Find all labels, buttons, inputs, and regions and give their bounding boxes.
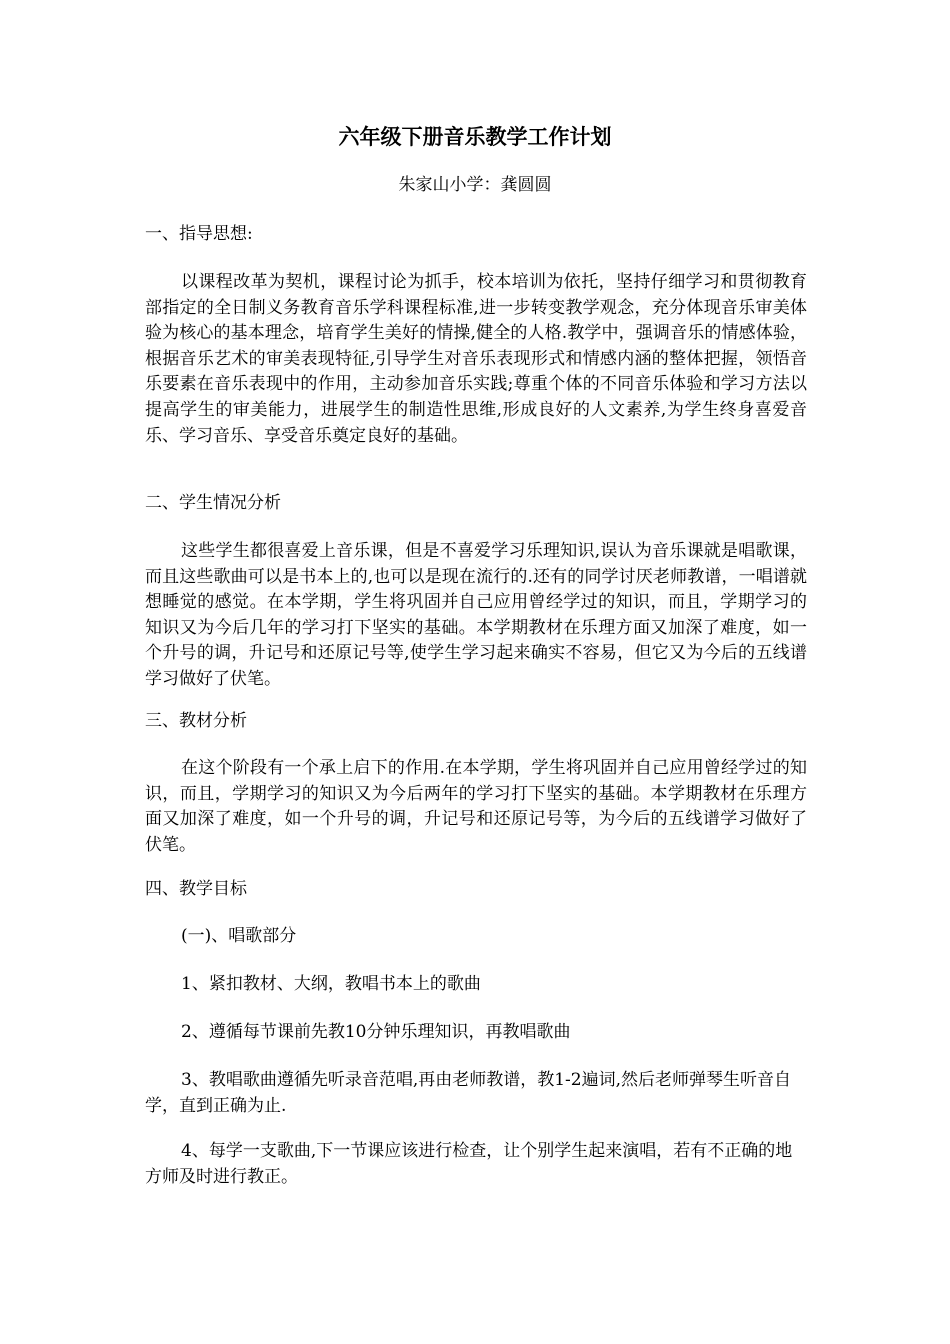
list-item: 3、教唱歌曲遵循先听录音范唱,再由老师教谱，教1-2遍词,然后老师弹琴生听音自学，直到正确为止. xyxy=(145,1070,791,1116)
section-paragraph-textbook-analysis: 在这个阶段有一个承上启下的作用.在本学期，学生将巩固并自己应用曾经学过的知识，而且，学期学习的知识又为今后两年的学习打下坚实的基础。本学期教材在乐理方面又加深了难度，如一个升号的调，升记号和还原记号等，为今后的五线谱学习做好了伏笔。 xyxy=(145,758,807,855)
list-item: 2、遵循每节课前先教10分钟乐理知识，再教唱歌曲 xyxy=(181,1022,571,1042)
subheading-singing: (一)、唱歌部分 xyxy=(181,926,297,946)
document-author: 朱家山小学：龚圆圆 xyxy=(398,175,552,195)
list-item: 1、紧扣教材、大纲，教唱书本上的歌曲 xyxy=(181,974,481,994)
section-heading-teaching-goals: 四、教学目标 xyxy=(145,879,247,899)
section-heading-guiding-ideology: 一、指导思想: xyxy=(145,224,253,244)
section-paragraph-student-analysis: 这些学生都很喜爱上音乐课，但是不喜爱学习乐理知识,误认为音乐课就是唱歌课，而且这些歌曲可以是书本上的,也可以是现在流行的.还有的同学讨厌老师教谱，一唱谱就想睡觉的感觉。在本学期，学生将巩固并自己应用曾经学过的知识，而且，学期学习的知识又为今后几年的学习打下坚实的基础。本学期教材在乐理方面又加深了难度，如一个升号的调，升记号和还原记号等,使学生学习起来确实不容易，但它又为今后的五线谱学习做好了伏笔。 xyxy=(145,541,807,689)
section-heading-textbook-analysis: 三、教材分析 xyxy=(145,711,247,731)
section-paragraph-guiding-ideology: 以课程改革为契机，课程讨论为抓手，校本培训为依托，坚持仔细学习和贯彻教育部指定的全日制义务教育音乐学科课程标准,进一步转变教学观念，充分体现音乐审美体验为核心的基本理念，培育学生美好的情操,健全的人格.教学中，强调音乐的情感体验，根据音乐艺术的审美表现特征,引导学生对音乐表现形式和情感内涵的整体把握，领悟音乐要素在音乐表现中的作用，主动参加音乐实践;尊重个体的不同音乐体验和学习方法以提高学生的审美能力，进展学生的制造性思维,形成良好的人文素养,为学生终身喜爱音乐、学习音乐、享受音乐奠定良好的基础。 xyxy=(145,272,807,446)
list-item: 4、每学一支歌曲,下一节课应该进行检查，让个别学生起来演唱，若有不正确的地方师及时进行教正。 xyxy=(145,1141,793,1187)
document-title: 六年级下册音乐教学工作计划 xyxy=(338,124,612,149)
section-heading-student-analysis: 二、学生情况分析 xyxy=(145,493,281,513)
